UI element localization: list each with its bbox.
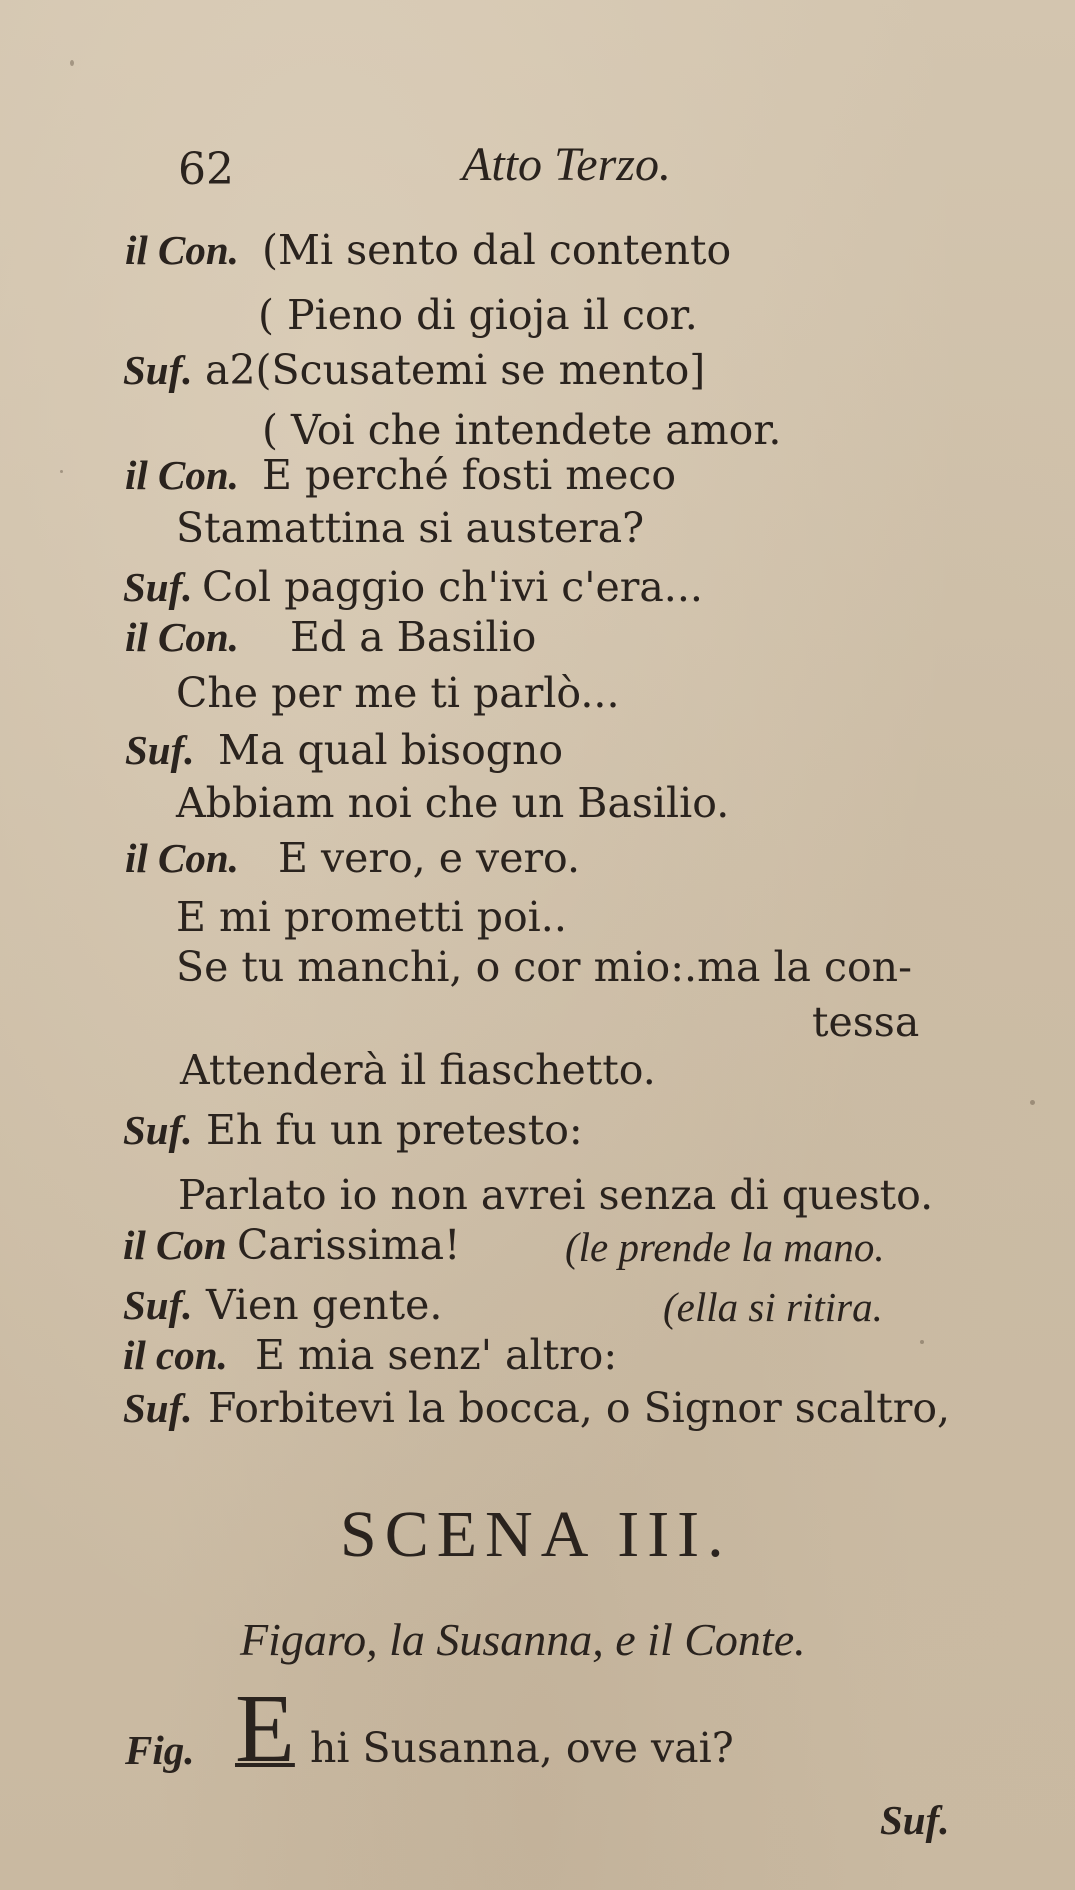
stage-direction: (ella si ritira.: [663, 1284, 883, 1330]
speaker-label: il Con.: [125, 835, 239, 881]
verse-line: Attenderà il fiaschetto.: [180, 1046, 656, 1094]
verse-line: E perché fosti meco: [262, 451, 677, 499]
speaker-label: Suf.: [123, 1107, 193, 1153]
catchword: Suf.: [880, 1797, 950, 1843]
speaker-label: il Con.: [125, 452, 239, 498]
speaker-label: il Con: [123, 1222, 227, 1268]
verse-line: Parlato io non avrei senza di questo.: [178, 1171, 934, 1219]
speaker-label: Suf.: [123, 564, 193, 610]
verse-line: Vien gente.: [206, 1281, 443, 1329]
verse-line: Stamattina si austera?: [176, 504, 645, 552]
stage-direction: (le prende la mano.: [565, 1224, 885, 1270]
verse-line: Carissima!: [237, 1221, 461, 1269]
verse-line: hi Susanna, ove vai?: [310, 1724, 734, 1772]
scene-characters: Figaro, la Susanna, e il Conte.: [240, 1614, 806, 1665]
verse-line: E mi prometti poi..: [176, 893, 567, 941]
verse-line: Ed a Basilio: [290, 613, 537, 661]
speaker-label: il Con.: [125, 227, 239, 273]
verse-line: E vero, e vero.: [278, 834, 581, 882]
paper-speck: [60, 470, 63, 473]
paper-speck: [920, 1340, 924, 1344]
speaker-label: il con.: [123, 1332, 228, 1378]
speaker-label: Suf.: [123, 1282, 193, 1328]
page-number: 62: [178, 144, 234, 195]
verse-line: Forbitevi la bocca, o Signor scaltro,: [208, 1384, 951, 1432]
verse-line: a2(Scusatemi se mento]: [205, 346, 706, 394]
verse-line: Se tu manchi, o cor mio:.ma la con-: [176, 943, 912, 991]
paper-speck: [70, 60, 74, 66]
verse-line: ( Voi che intendete amor.: [262, 406, 782, 454]
verse-line: ( Pieno di gioja il cor.: [258, 291, 698, 339]
verse-line: E mia senz' altro:: [255, 1331, 618, 1379]
drop-cap: E: [235, 1675, 295, 1783]
speaker-label: il Con.: [125, 614, 239, 660]
scene-title: SCENA III.: [340, 1498, 732, 1571]
speaker-label: Suf.: [125, 727, 195, 773]
paper-speck: [1030, 1100, 1035, 1105]
running-title: Atto Terzo.: [462, 138, 671, 191]
verse-line: Eh fu un pretesto:: [206, 1106, 583, 1154]
speaker-label: Suf.: [123, 347, 193, 393]
verse-line: (Mi sento dal contento: [262, 226, 732, 274]
verse-line: Che per me ti parlò...: [176, 669, 620, 717]
speaker-label: Fig.: [125, 1727, 195, 1773]
verse-line: Ma qual bisogno: [218, 726, 564, 774]
speaker-label: Suf.: [123, 1385, 193, 1431]
verse-line: Col paggio ch'ivi c'era...: [202, 563, 703, 611]
verse-line-continuation: tessa: [812, 998, 920, 1046]
verse-line: Abbiam noi che un Basilio.: [176, 779, 730, 827]
